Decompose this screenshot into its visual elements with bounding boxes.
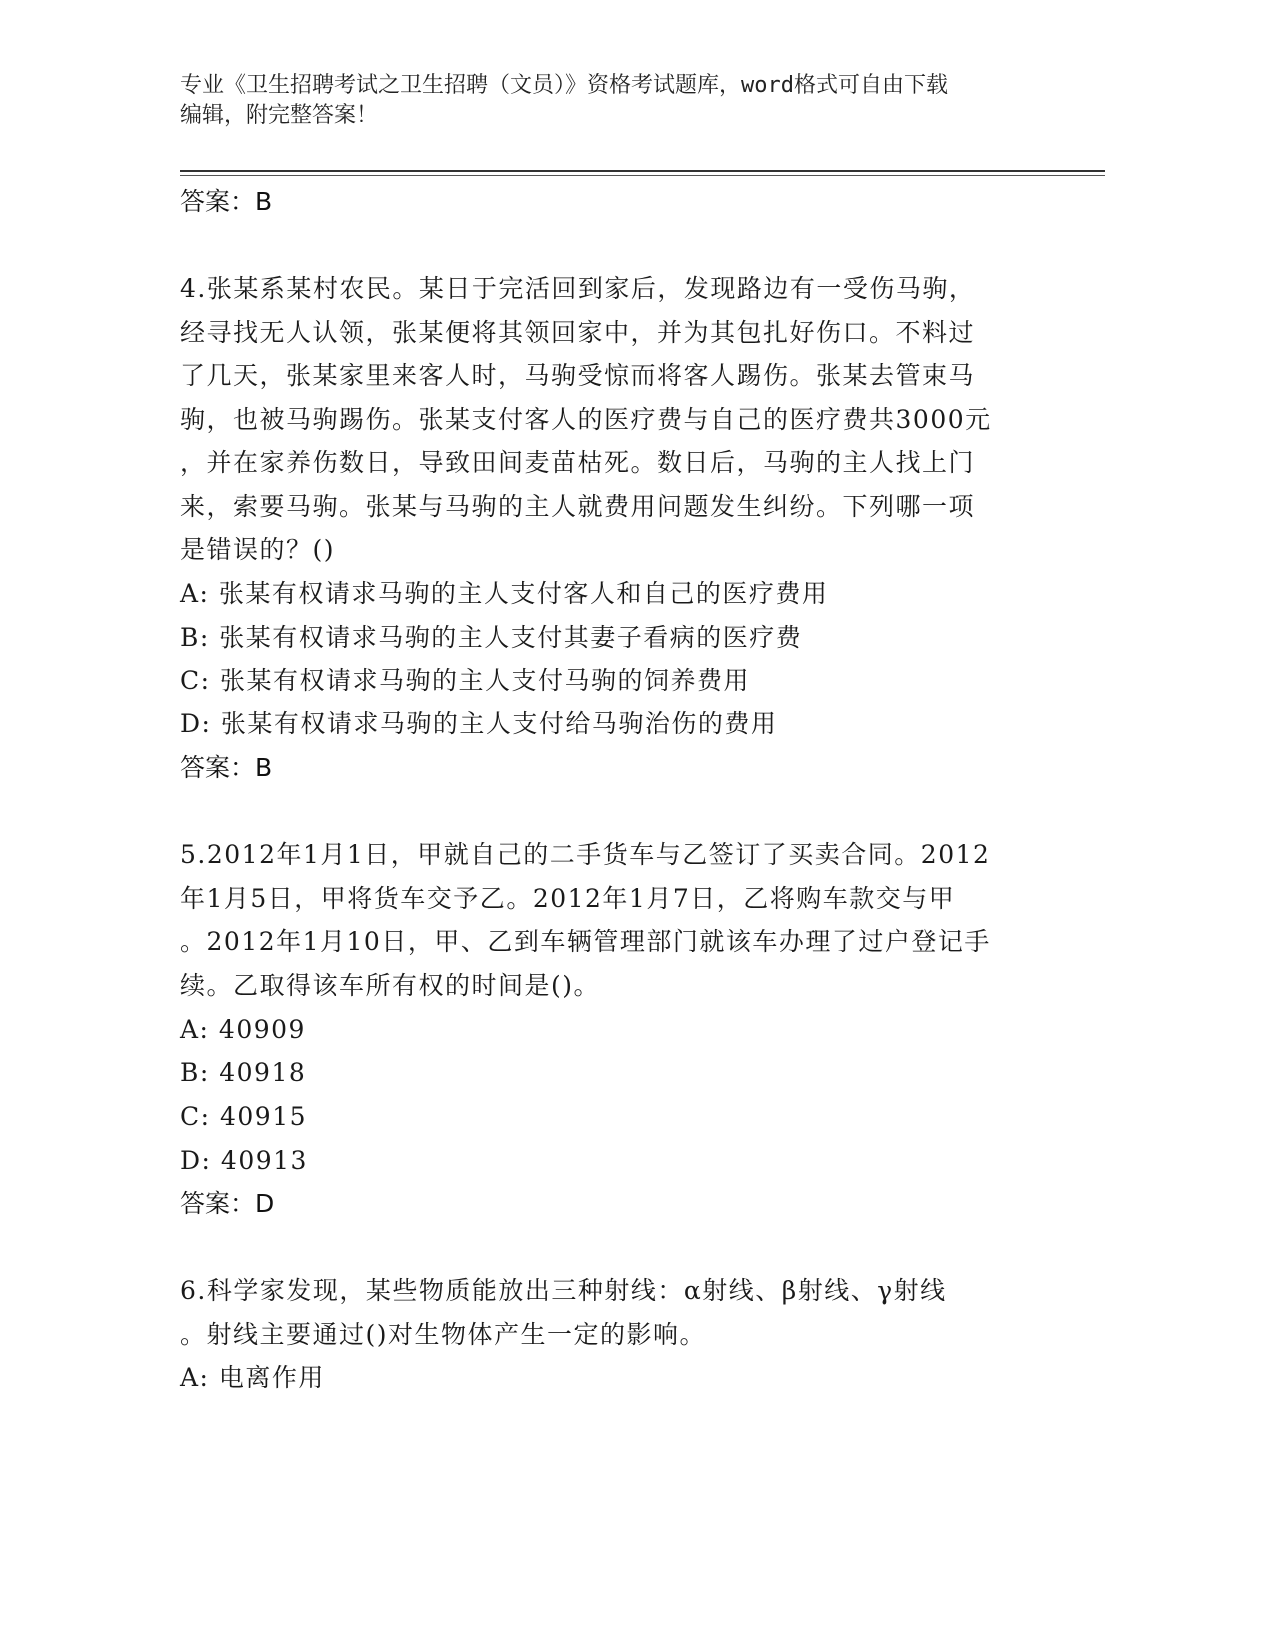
header-line-1: 专业《卫生招聘考试之卫生招聘（文员）》资格考试题库，word格式可自由下载 bbox=[180, 73, 948, 98]
header-divider bbox=[180, 170, 1105, 172]
question-line: 。射线主要通过()对生物体产生一定的影响。 bbox=[180, 1319, 707, 1349]
question-line: 续。乙取得该车所有权的时间是()。 bbox=[180, 970, 601, 1000]
question-line: 经寻找无人认领，张某便将其领回家中，并为其包扎好伤口。不料过 bbox=[180, 317, 976, 347]
header-divider-thin bbox=[180, 175, 1105, 176]
question-line: 年1月5日，甲将货车交予乙。2012年1月7日，乙将购车款交与甲 bbox=[180, 883, 956, 913]
question-6-text bbox=[180, 1269, 1040, 1356]
question-line: 。2012年1月10日，甲、乙到车辆管理部门就该车办理了过户登记手 bbox=[180, 927, 991, 956]
answer-q3: 答案：B bbox=[180, 187, 273, 216]
question-line: 来，索要马驹。张某与马驹的主人就费用问题发生纠纷。下列哪一项 bbox=[180, 491, 976, 521]
question-line: 了几天，张某家里来客人时，马驹受惊而将客人踢伤。张某去管束马 bbox=[180, 361, 976, 390]
question-line: 驹，也被马驹踢伤。张某支付客人的医疗费与自己的医疗费共3000元 bbox=[180, 404, 992, 434]
question-5-text bbox=[180, 833, 1040, 1007]
question-6-option-a: A: 电离作用 bbox=[180, 1363, 325, 1392]
question-4-text bbox=[180, 267, 1040, 572]
question-line: 6.科学家发现，某些物质能放出三种射线：α射线、β射线、γ射线 bbox=[180, 1276, 947, 1305]
question-5-option-b: B: 40918 bbox=[180, 1058, 307, 1087]
question-5-option-c: C: 40915 bbox=[180, 1102, 308, 1131]
question-4-option-c: C: 张某有权请求马驹的主人支付马驹的饲养费用 bbox=[180, 666, 750, 695]
document-header bbox=[180, 71, 1060, 131]
question-line: ，并在家养伤数日，导致田间麦苗枯死。数日后，马驹的主人找上门 bbox=[180, 448, 976, 477]
answer-q4: 答案：B bbox=[180, 753, 273, 782]
question-5-option-d: D: 40913 bbox=[180, 1146, 308, 1175]
question-line: 是错误的？() bbox=[180, 535, 336, 564]
question-4-option-a: A: 张某有权请求马驹的主人支付客人和自己的医疗费用 bbox=[180, 579, 829, 608]
question-line: 4.张某系某村农民。某日于完活回到家后，发现路边有一受伤马驹， bbox=[180, 274, 976, 303]
question-4-option-b: B: 张某有权请求马驹的主人支付其妻子看病的医疗费 bbox=[180, 623, 803, 652]
header-line-2: 编辑，附完整答案！ bbox=[180, 103, 379, 128]
question-4-option-d: D: 张某有权请求马驹的主人支付给马驹治伤的费用 bbox=[180, 709, 778, 738]
answer-q5: 答案：D bbox=[180, 1189, 275, 1218]
question-line: 5.2012年1月1日，甲就自己的二手货车与乙签订了买卖合同。2012 bbox=[180, 840, 991, 869]
question-5-option-a: A: 40909 bbox=[180, 1015, 306, 1044]
